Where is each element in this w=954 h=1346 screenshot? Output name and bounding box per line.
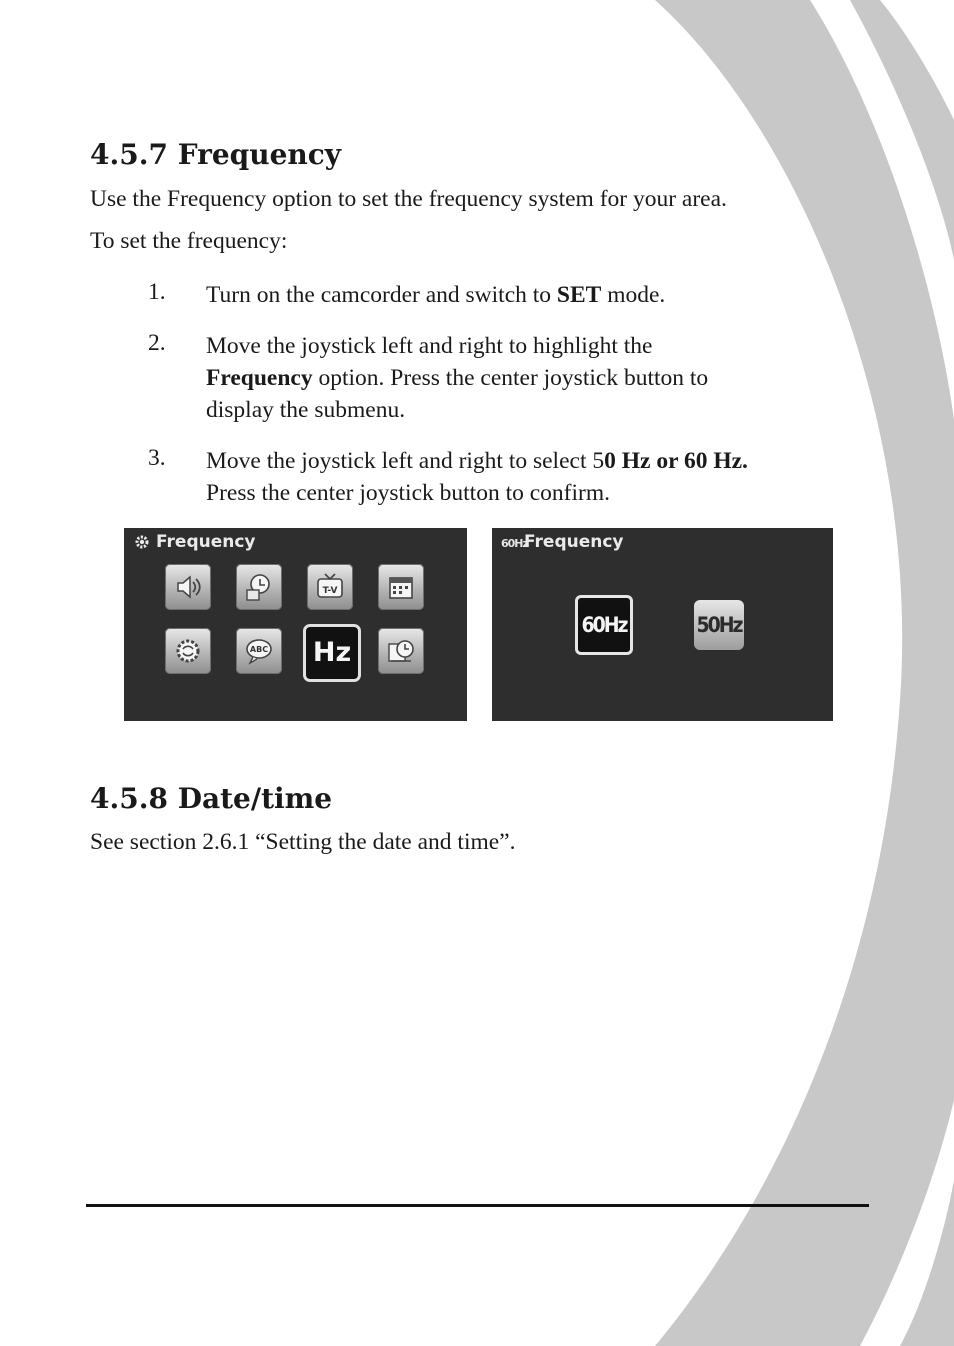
frequency-submenu-screen xyxy=(492,528,833,721)
svg-text:ABC: ABC xyxy=(249,645,269,654)
clock-settings-icon[interactable] xyxy=(236,564,282,610)
speaker-icon[interactable] xyxy=(165,564,211,610)
step-number: 1. xyxy=(148,279,166,305)
footer-rule xyxy=(86,1204,869,1207)
reset-icon[interactable] xyxy=(165,628,211,674)
tv-out-icon[interactable] xyxy=(307,564,353,610)
date-time-icon[interactable] xyxy=(378,628,424,674)
frequency-lead: To set the frequency: xyxy=(90,228,288,254)
calendar-icon[interactable] xyxy=(378,564,424,610)
frequency-intro: Use the Frequency option to set the frequency system for your area. xyxy=(90,186,727,212)
gear-icon xyxy=(134,534,150,550)
screen-title: Frequency xyxy=(156,532,256,552)
date-time-reference: See section 2.6.1 “Setting the date and time”. xyxy=(90,829,516,855)
step-number: 2. xyxy=(148,330,166,356)
option-50hz[interactable]: 50Hz xyxy=(694,600,744,650)
step-number: 3. xyxy=(148,445,166,471)
frequency-badge-icon: 60Hz xyxy=(501,537,528,550)
language-icon[interactable] xyxy=(236,628,282,674)
set-mode-label: SET xyxy=(556,282,602,308)
section-heading-date-time: 4.5.8 Date/time xyxy=(90,782,333,815)
settings-menu-screen xyxy=(124,528,467,721)
frequency-option-label: Frequency xyxy=(206,365,313,391)
svg-text:T-V: T-V xyxy=(322,586,338,596)
hz-choice-label: 0 Hz or 60 Hz. xyxy=(604,448,748,474)
section-heading-frequency: 4.5.7 Frequency xyxy=(90,138,342,171)
screen-title: Frequency xyxy=(524,532,624,552)
option-60hz[interactable]: 60Hz xyxy=(575,595,633,655)
hz-icon[interactable]: Hz xyxy=(303,624,361,682)
